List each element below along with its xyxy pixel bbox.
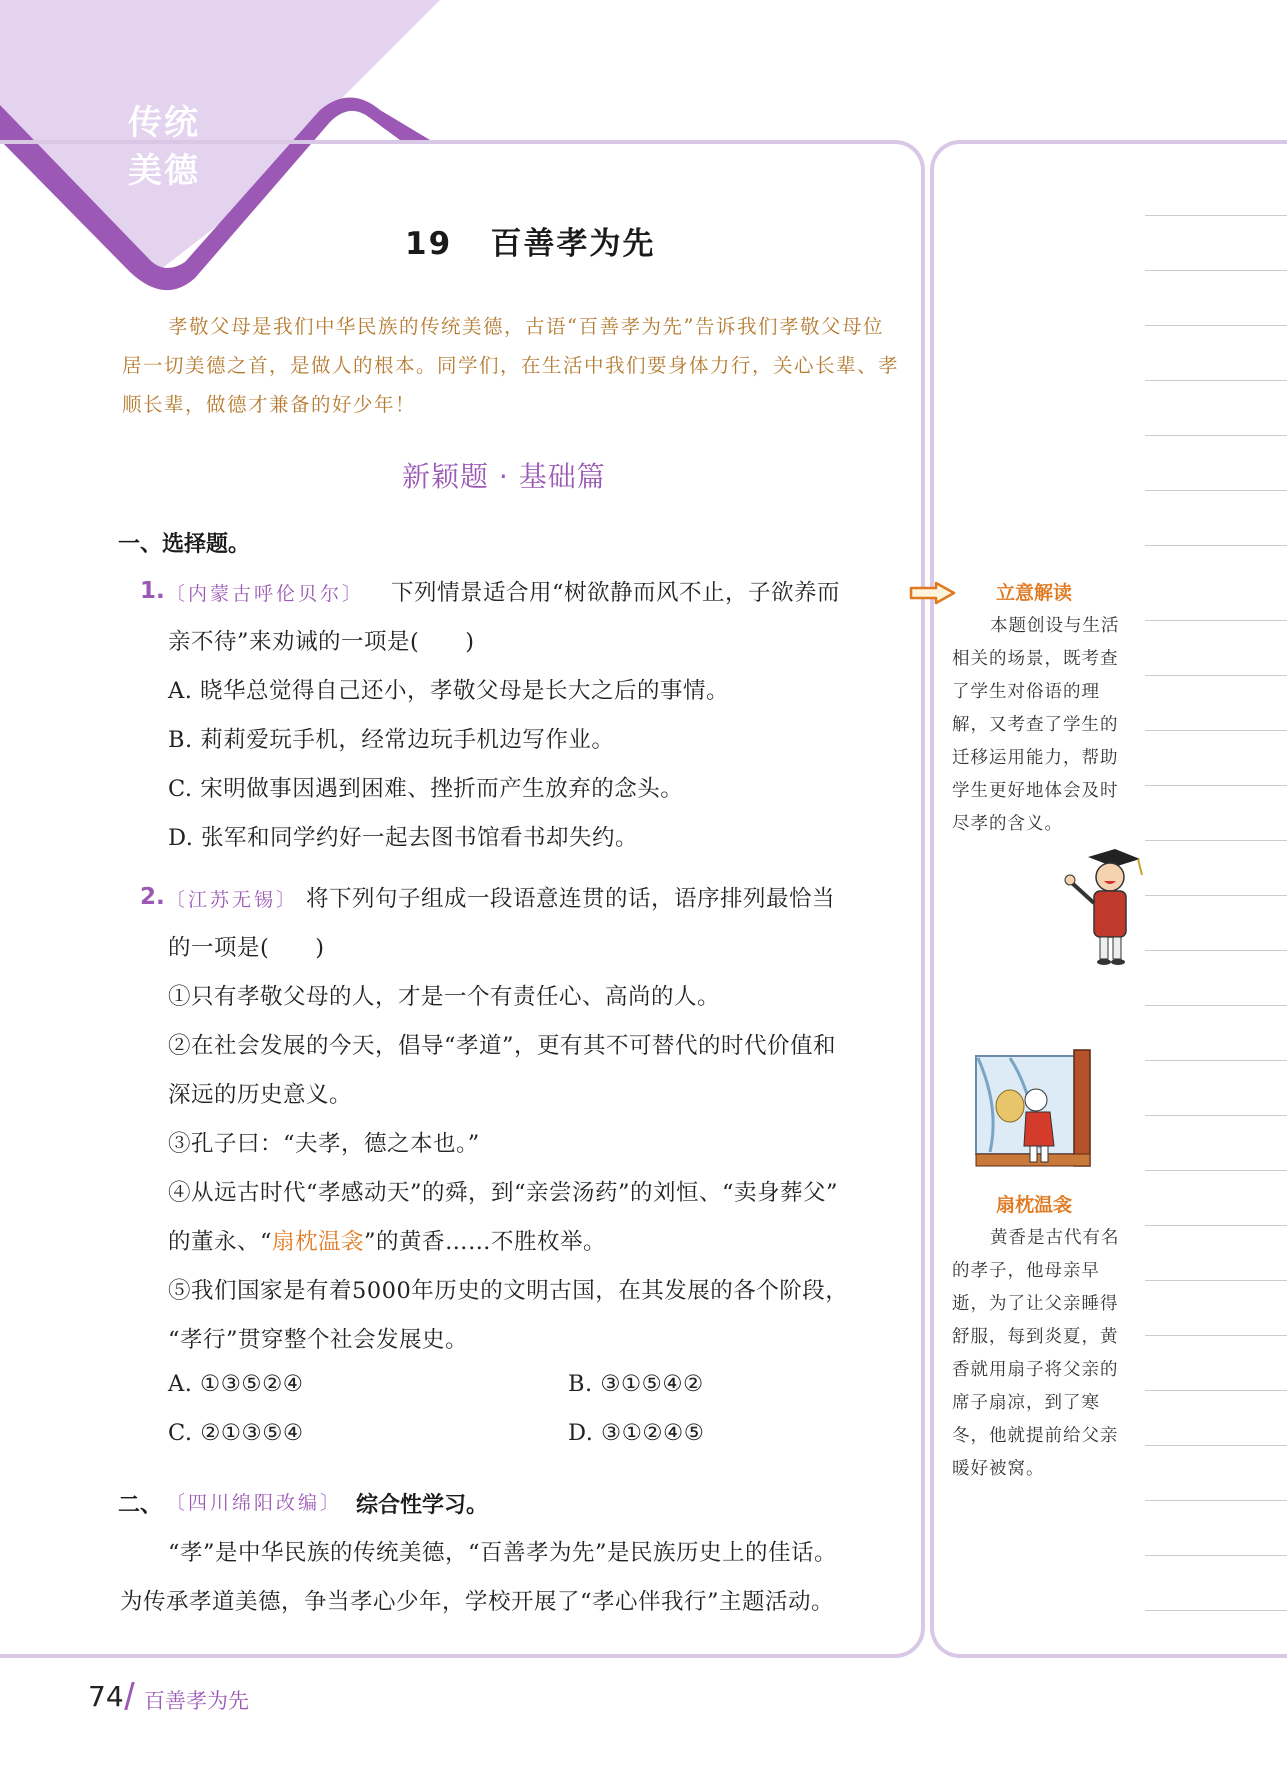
q2-sentence-4-line1: ④从远古时代“孝感动天”的舜，到“亲尝汤药”的刘恒、“卖身葬父”: [168, 1180, 839, 1206]
ruled-line: [1145, 840, 1287, 841]
ruled-line: [1145, 1225, 1287, 1226]
q2-sentence-5-line2: “孝行”贯穿整个社会发展史。: [168, 1327, 469, 1353]
q2-option-b[interactable]: B. ③①⑤④②: [568, 1371, 704, 1397]
q2-sentence-2-line1: ②在社会发展的今天，倡导“孝道”，更有其不可替代的时代价值和: [168, 1033, 837, 1059]
s4-pre: 的董永、“: [168, 1229, 273, 1255]
ruled-line: [1145, 215, 1287, 216]
badge-line2: 美德: [128, 151, 200, 191]
huang-xiang-fan-illustration: [970, 1048, 1110, 1178]
side-note1-title: 立意解读: [996, 582, 1073, 604]
q2-number: 2.: [140, 884, 165, 910]
q2-sentence-1: ①只有孝敬父母的人，才是一个有责任心、高尚的人。: [168, 984, 721, 1010]
q1-stem-line2: 亲不待”来劝诫的一项是( ): [168, 629, 475, 655]
ruled-line: [1145, 435, 1287, 436]
intro-paragraph: 孝敬父母是我们中华民族的传统美德，古语“百善孝为先”告诉我们孝敬父母位居一切美德之首，是做人的根本。同学们，在生活中我们要身体力行，关心长辈、孝顺长辈，做德才兼备的好少年！: [122, 315, 900, 416]
section-heading: 新颖题 · 基础篇: [402, 460, 606, 493]
q2-sentence-5-line1: ⑤我们国家是有着5000年历史的文明古国，在其发展的各个阶段，: [168, 1278, 849, 1304]
graduate-figure-illustration: [1060, 845, 1150, 970]
ruled-line: [1145, 950, 1287, 951]
ruled-line: [1145, 1610, 1287, 1611]
ruled-line: [1145, 1500, 1287, 1501]
ruled-line: [1145, 325, 1287, 326]
ruled-line: [1145, 620, 1287, 621]
part2-prefix: 二、: [118, 1493, 163, 1518]
q1-number: 1.: [140, 578, 165, 604]
part2-source: 〔四川绵阳改编〕: [166, 1492, 343, 1514]
q2-option-c[interactable]: C. ②①③⑤④: [168, 1420, 304, 1446]
footer-separator: [124, 1682, 135, 1710]
lesson-title: [405, 218, 705, 263]
q1-option-d[interactable]: D. 张军和同学约好一起去图书馆看书却失约。: [168, 825, 639, 851]
lesson-number: 19: [405, 226, 453, 262]
part2-line1: “孝”是中华民族的传统美德，“百善孝为先”是民族历史上的佳话。: [168, 1540, 838, 1566]
s4-post: ”的黄香……不胜枚举。: [364, 1229, 607, 1255]
footer-title: 百善孝为先: [144, 1689, 249, 1713]
q2-stem-line2: 的一项是( ): [168, 935, 325, 961]
q2-option-a[interactable]: A. ①③⑤②④: [168, 1371, 304, 1397]
s4-highlight: 扇枕温衾: [272, 1229, 365, 1255]
ruled-line: [1145, 1280, 1287, 1281]
q2-option-d[interactable]: D. ③①②④⑤: [568, 1420, 705, 1446]
part2-heading: 综合性学习。: [356, 1493, 489, 1518]
q1-stem-line1: 下列情景适合用“树欲静而风不止，子欲养而: [391, 580, 841, 606]
ruled-line: [1145, 545, 1287, 546]
q1-option-a[interactable]: A. 晓华总觉得自己还小，孝敬父母是长大之后的事情。: [168, 678, 730, 704]
q2-sentence-3: ③孔子曰：“夫孝，德之本也。”: [168, 1131, 480, 1157]
ruled-line: [1145, 730, 1287, 731]
ruled-line: [1145, 1335, 1287, 1336]
ruled-line: [1145, 785, 1287, 786]
q2-sentence-2-line2: 深远的历史意义。: [168, 1082, 353, 1108]
part2-line2: 为传承孝道美德，争当孝心少年，学校开展了“孝心伴我行”主题活动。: [120, 1589, 835, 1615]
q2-sentence-4-line2: [168, 1224, 606, 1256]
ruled-line: [1145, 1005, 1287, 1006]
ruled-line: [1145, 490, 1287, 491]
ruled-line: [1145, 1060, 1287, 1061]
ruled-line: [1145, 675, 1287, 676]
ruled-line: [1145, 895, 1287, 896]
ruled-line: [1145, 1115, 1287, 1116]
part1-heading: 一、选择题。: [118, 532, 251, 557]
badge-line1: 传统: [128, 103, 200, 143]
page-number: 74: [88, 1680, 124, 1713]
ruled-line: [1145, 1555, 1287, 1556]
ruled-line: [1145, 1445, 1287, 1446]
side-note1-text: 本题创设与生活相关的场景，既考查了学生对俗语的理解，又考查了学生的迁移运用能力，帮助学生更好地体会及时尽孝的含义。: [952, 616, 1120, 834]
q1-option-c[interactable]: C. 宋明做事因遇到困难、挫折而产生放弃的念头。: [168, 776, 684, 802]
q1-source: 〔内蒙古呼伦贝尔〕: [166, 583, 365, 605]
ruled-line: [1145, 380, 1287, 381]
side-note2-text: 黄香是古代有名的孝子，他母亲早逝，为了让父亲睡得舒服，每到炎夏，黄香就用扇子将父亲的席子扇凉，到了寒冬，他就提前给父亲暖好被窝。: [952, 1228, 1120, 1479]
ruled-line: [1145, 1390, 1287, 1391]
pointing-hand-icon: [908, 580, 958, 606]
side-note2-title: 扇枕温衾: [996, 1194, 1073, 1216]
q1-option-b[interactable]: B. 莉莉爱玩手机，经常边玩手机边写作业。: [168, 727, 615, 753]
q2-stem-line1: 将下列句子组成一段语意连贯的话，语序排列最恰当: [306, 886, 836, 912]
lesson-title-text: 百善孝为先: [490, 226, 656, 262]
ruled-line: [1145, 1170, 1287, 1171]
ruled-line: [1145, 270, 1287, 271]
q2-source: 〔江苏无锡〕: [166, 889, 299, 911]
